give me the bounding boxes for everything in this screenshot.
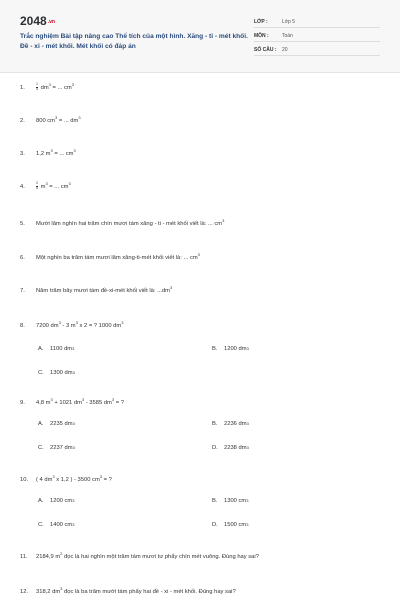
question-number: 2. bbox=[20, 117, 25, 124]
exponent: 3 bbox=[222, 218, 225, 223]
text-part: 2184,9 m bbox=[36, 553, 61, 560]
question-text bbox=[36, 285, 382, 294]
exponent: 3 bbox=[246, 498, 249, 503]
exponent: 3 bbox=[246, 445, 249, 450]
option-text: 2235 dm bbox=[50, 421, 73, 427]
question-text bbox=[36, 586, 382, 595]
exponent: 3 bbox=[52, 474, 55, 479]
meta-key: SỐ CÂU : bbox=[254, 46, 277, 53]
text-part: x 2 = ? 1000 dm bbox=[77, 322, 122, 329]
question-text bbox=[36, 115, 382, 124]
text-part: Năm trăm bảy mươi tám đề-xi-mét khối viết là: ...dm bbox=[36, 287, 170, 294]
question-number: 3. bbox=[20, 150, 25, 157]
fraction bbox=[36, 83, 38, 91]
option-a[interactable] bbox=[38, 498, 74, 504]
fraction-numerator: 2 bbox=[36, 181, 38, 186]
question-number: 9. bbox=[20, 399, 25, 406]
question-text bbox=[36, 148, 382, 157]
text-part: 800 cm bbox=[36, 117, 56, 124]
text-part: = ? bbox=[114, 399, 124, 406]
exponent: 3 bbox=[50, 148, 53, 153]
option-letter: D. bbox=[212, 445, 218, 451]
exponent: 3 bbox=[99, 474, 103, 479]
option-text: 1200 dm bbox=[224, 346, 247, 352]
meta-key: MÔN : bbox=[254, 32, 269, 39]
text-part: + 1021 dm bbox=[52, 399, 82, 406]
text-part: - 3 m bbox=[60, 322, 76, 329]
question-number: 12. bbox=[20, 588, 29, 595]
text-part: Một nghìn ba trăm tám mươi lăm xăng-ti-mét khối viết là: ... cm bbox=[36, 254, 198, 261]
text-part: = ... cm bbox=[50, 84, 72, 91]
exponent: 3 bbox=[197, 252, 200, 257]
meta-key: LỚP : bbox=[254, 18, 268, 25]
option-d[interactable] bbox=[212, 522, 248, 528]
option-text: 2237 dm bbox=[50, 445, 73, 451]
option-text: 1300 cm bbox=[224, 498, 247, 504]
option-d[interactable] bbox=[212, 445, 249, 451]
exponent: 3 bbox=[72, 445, 75, 450]
option-text: 1100 dm bbox=[50, 346, 73, 352]
page-title: Trắc nghiệm Bài tập nâng cao Thể tích của một hình. Xăng - ti - mét khối. Đề - xi - mét khối. Mét khối có đáp án bbox=[20, 33, 248, 50]
exponent: 3 bbox=[72, 522, 75, 527]
question-number: 8. bbox=[20, 322, 25, 329]
meta-value: 20 bbox=[282, 46, 288, 53]
exponent: 3 bbox=[72, 370, 75, 375]
question-text bbox=[36, 551, 382, 560]
meta-info bbox=[254, 16, 380, 58]
question-text bbox=[36, 320, 382, 329]
question-number: 5. bbox=[20, 220, 25, 227]
fraction-denominator: 4 bbox=[36, 86, 38, 91]
meta-value: Toán bbox=[282, 32, 293, 39]
exponent: 3 bbox=[71, 82, 74, 87]
question-8 bbox=[20, 320, 382, 329]
option-letter: D. bbox=[212, 522, 218, 528]
option-b[interactable] bbox=[212, 346, 249, 352]
question-7 bbox=[20, 285, 382, 294]
question-number: 11. bbox=[20, 553, 28, 560]
exponent: 3 bbox=[60, 586, 63, 591]
text-part: = ? bbox=[102, 476, 112, 483]
logo-text: 2048 bbox=[20, 14, 47, 28]
text-part: 1,2 m bbox=[36, 150, 51, 157]
question-10 bbox=[20, 474, 382, 483]
question-text bbox=[36, 218, 382, 227]
question-5 bbox=[20, 218, 382, 227]
exponent: 3 bbox=[111, 397, 115, 402]
exponent: 3 bbox=[78, 115, 81, 120]
exponent: 3 bbox=[58, 320, 61, 325]
text-part: 7200 dm bbox=[36, 322, 59, 329]
logo bbox=[20, 14, 55, 28]
text-part: dm bbox=[39, 84, 49, 91]
exponent: 3 bbox=[169, 285, 173, 290]
exponent: 3 bbox=[55, 115, 58, 120]
option-a[interactable] bbox=[38, 421, 75, 427]
question-text bbox=[36, 82, 382, 91]
text-part: m bbox=[39, 183, 46, 190]
question-2 bbox=[20, 115, 382, 124]
text-part: = ... cm bbox=[47, 183, 69, 190]
question-4 bbox=[20, 181, 382, 190]
question-number: 10. bbox=[20, 476, 29, 483]
question-text bbox=[36, 397, 382, 406]
meta-value: Lớp 5 bbox=[282, 18, 296, 25]
option-text: 1400 cm bbox=[50, 522, 73, 528]
option-text: 2236 dm bbox=[224, 421, 247, 427]
question-number: 1. bbox=[20, 84, 25, 91]
option-c[interactable] bbox=[38, 370, 75, 376]
exponent: 3 bbox=[68, 181, 71, 186]
question-text bbox=[36, 252, 382, 261]
option-letter: B. bbox=[212, 346, 218, 352]
exponent: 3 bbox=[246, 421, 249, 426]
header bbox=[0, 0, 400, 73]
exponent: 3 bbox=[73, 148, 76, 153]
text-part: x 1,2 ) - 3500 cm bbox=[54, 476, 100, 483]
exponent: 3 bbox=[246, 522, 249, 527]
question-number: 7. bbox=[20, 287, 25, 294]
fraction-denominator: 5 bbox=[36, 185, 38, 190]
option-a[interactable] bbox=[38, 346, 74, 352]
question-11 bbox=[20, 551, 382, 560]
question-text bbox=[36, 474, 382, 483]
exponent: 3 bbox=[72, 498, 75, 503]
question-number: 4. bbox=[20, 183, 25, 190]
exponent: 3 bbox=[45, 181, 48, 186]
question-3 bbox=[20, 148, 382, 157]
option-text: 1200 cm bbox=[50, 498, 73, 504]
meta-row-count bbox=[254, 44, 380, 56]
option-text: 1500 cm bbox=[224, 522, 247, 528]
logo-suffix: .vn bbox=[47, 18, 55, 25]
option-text: 2238 dm bbox=[224, 445, 247, 451]
fraction bbox=[36, 182, 38, 190]
exponent: 3 bbox=[121, 320, 124, 325]
exponent: 3 bbox=[48, 82, 51, 87]
option-letter: B. bbox=[212, 498, 218, 504]
option-letter: A. bbox=[38, 421, 44, 427]
option-letter: C. bbox=[38, 445, 44, 451]
text-part: - 3585 dm bbox=[84, 399, 112, 406]
exponent: 3 bbox=[50, 397, 53, 402]
text-part: đọc là hai nghìn một trăm tám mươi tư phẩy chín mét vuông. Đúng hay sai? bbox=[62, 553, 259, 560]
question-6 bbox=[20, 252, 382, 261]
meta-row-subject bbox=[254, 30, 380, 42]
meta-row-class bbox=[254, 16, 380, 28]
option-letter: C. bbox=[38, 522, 44, 528]
fraction-numerator: 1 bbox=[36, 82, 38, 87]
option-letter: C. bbox=[38, 370, 44, 376]
exponent: 3 bbox=[75, 320, 78, 325]
exponent: 3 bbox=[81, 397, 85, 402]
text-part: ( 4 dm bbox=[36, 476, 53, 483]
text-part: Mười lăm nghìn hai trăm chín mươi tám xăng - ti - mét khối viết là: ... cm bbox=[36, 220, 223, 227]
question-1 bbox=[20, 82, 382, 91]
exponent: 2 bbox=[60, 551, 63, 556]
question-12 bbox=[20, 586, 382, 595]
text-part: 318,2 dm bbox=[36, 588, 61, 595]
exponent: 3 bbox=[72, 421, 75, 426]
question-number: 6. bbox=[20, 254, 25, 261]
option-text: 1300 dm bbox=[50, 370, 73, 376]
exponent: 3 bbox=[246, 346, 249, 351]
option-letter: A. bbox=[38, 498, 44, 504]
option-b[interactable] bbox=[212, 498, 248, 504]
option-c[interactable] bbox=[38, 445, 75, 451]
option-letter: A. bbox=[38, 346, 44, 352]
exponent: 3 bbox=[72, 346, 75, 351]
text-part: 4,8 m bbox=[36, 399, 51, 406]
option-letter: B. bbox=[212, 421, 218, 427]
question-9 bbox=[20, 397, 382, 406]
option-b[interactable] bbox=[212, 421, 249, 427]
question-text bbox=[36, 181, 382, 190]
option-c[interactable] bbox=[38, 522, 74, 528]
text-part: = ... cm bbox=[52, 150, 74, 157]
text-part: = ... dm bbox=[57, 117, 79, 124]
text-part: đọc là ba trăm mười tám phẩy hai đề - xi - mét khối. Đúng hay sai? bbox=[62, 588, 236, 595]
